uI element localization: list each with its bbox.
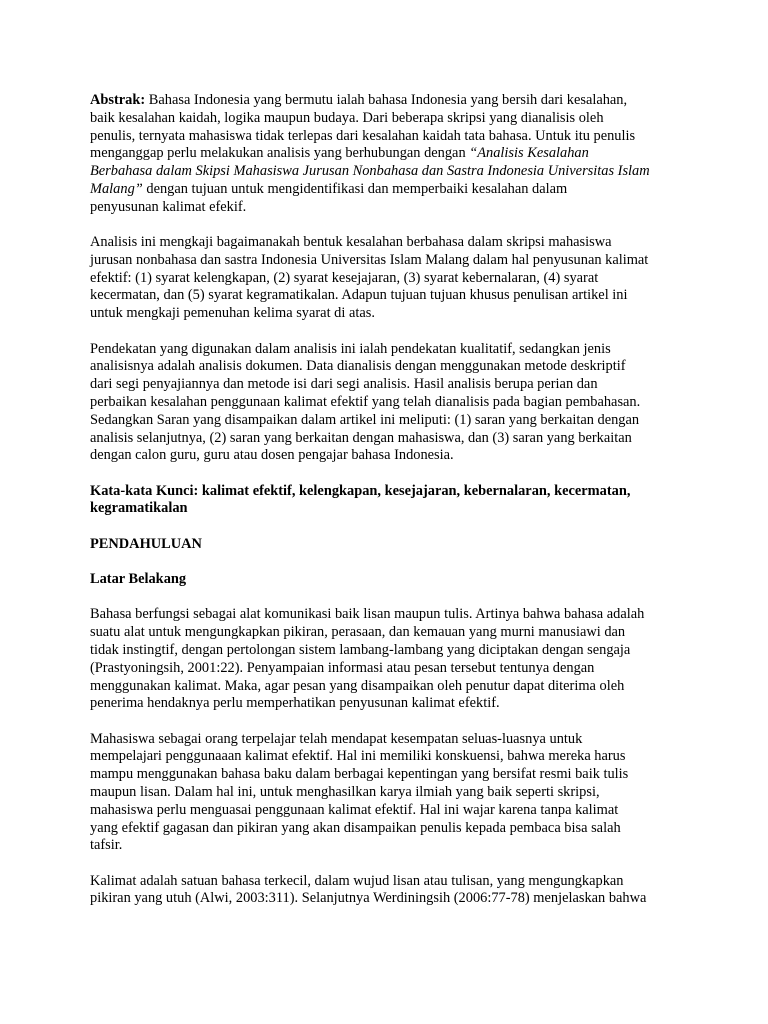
paragraph-line: Kalimat adalah satuan bahasa terkecil, dalam wujud lisan atau tulisan, yang mengungkapkan [90,872,624,889]
paragraph-line: jurusan nonbahasa dan sastra Indonesia Universitas Islam Malang dalam hal penyusunan kalimat [90,251,649,268]
abstract-line: penyusunan kalimat efekif. [90,198,247,215]
abstract-text: menganggap perlu melakukan analisis yang berhubungan dengan [90,145,470,162]
paragraph-line: Sedangkan Saran yang disampaikan dalam artikel ini meliputi: (1) saran yang berkaitan dengan [90,411,640,428]
abstract-label: Abstrak: [90,92,146,108]
paragraph-line: analisis selanjutnya, (2) saran yang berkaitan dengan mahasiswa, dan (3) saran yang berkaitan [90,429,632,446]
paragraph-line: pikiran yang utuh (Alwi, 2003:311). Selanjutnya Werdiningsih (2006:77-78) menjelaskan bahwa [90,890,647,907]
paragraph-line: mampu menggunakan bahasa baku dalam berbagai kepentingan yang bersifat resmi baik tulis [90,766,629,783]
section-heading-pendahuluan: PENDAHULUAN [90,535,202,552]
study-title-italic: Berbahasa dalam Skipsi Mahasiswa Jurusan Nonbahasa dan Sastra Indonesia Universitas Islam [90,163,650,180]
paragraph-line: Mahasiswa sebagai orang terpelajar telah mendapat kesempatan seluas-luasnya untuk [90,730,583,747]
keywords-paragraph [90,483,690,519]
paragraph-line: untuk mengkaji pemenuhan kelima syarat di atas. [90,305,375,322]
paragraph-line: suatu alat untuk mengungkapkan pikiran, perasaan, dan kemauan yang murni manusiawi dan [90,624,626,641]
paragraph-line: (Prastyoningsih, 2001:22). Penyampaian informasi atau pesan tersebut tentunya dengan [90,659,595,676]
subsection-heading-latar-belakang: Latar Belakang [90,571,187,588]
paragraph-line: menggunakan kalimat. Maka, agar pesan yang disampaikan oleh penutur dapat diterima oleh [90,677,625,694]
abstract-line [90,145,690,163]
abstract-paragraph [90,92,690,217]
paragraph-line: kecermatan, dan (5) syarat kegramatikalan. Adapun tujuan tujuan khusus penulisan artikel ini [90,287,628,304]
paragraph-line: mahasiswa perlu menguasai penggunaan kalimat efektif. Hal ini wajar karena tanpa kalimat [90,801,619,818]
abstract-text: dengan tujuan untuk mengidentifikasi dan memperbaiki kesalahan dalam [142,180,568,197]
paragraph-line: analisisnya adalah analisis dokumen. Data dianalisis dengan menggunakan metode deskriptif [90,358,626,375]
abstract-line [90,92,690,110]
background-paragraph-1 [90,606,690,713]
paragraph-line: mempelajari penggunaaan kalimat efektif. Hal ini memiliki konskuensi, bahwa mereka harus [90,748,626,765]
abstract-line: baik kesalahan kaidah, logika maupun budaya. Dari beberapa skripsi yang dianalisis oleh [90,109,604,126]
study-title-italic: “Analisis Kesalahan [469,145,589,162]
paragraph-line: penerima hendaknya perlu memperhatikan penyusunan kalimat efektif. [90,695,500,712]
paragraph-line: perbaikan kesalahan penggunaan kalimat efektif yang telah dianalisis pada bagian pembahasan. [90,393,641,410]
abstract-line [90,181,690,199]
paragraph-line: dengan calon guru, guru atau dosen pengajar bahasa Indonesia. [90,447,454,464]
background-paragraph-2 [90,731,690,856]
keywords-line: Kata-kata Kunci: kalimat efektif, kelengkapan, kesejajaran, kebernalaran, kecermatan, [90,482,631,499]
paragraph-line: Analisis ini mengkaji bagaimanakah bentuk kesalahan berbahasa dalam skripsi mahasiswa [90,234,612,251]
keywords-line: kegramatikalan [90,500,188,517]
abstract-line: penulis, ternyata mahasiswa tidak terlepas dari kesalahan kaidah tata bahasa. Untuk itu penulis [90,127,636,144]
paragraph-line: dari segi penyajiannya dan metode isi dari segi analisis. Hasil analisis berupa perian dan [90,376,598,393]
study-title-italic: Malang” [90,180,143,197]
paragraph-line: efektif: (1) syarat kelengkapan, (2) syarat kesejajaran, (3) syarat kebernalaran, (4) syarat [90,269,599,286]
paragraph-line: maupun lisan. Dalam hal ini, untuk menghasilkan karya ilmiah yang baik seperti skripsi, [90,784,600,800]
document-page [90,92,690,926]
paragraph-line: tafsir. [90,837,123,854]
method-paragraph [90,341,690,466]
paragraph-line: yang efektif gagasan dan pikiran yang akan disampaikan penulis kepada pembaca bisa salah [90,819,621,836]
paragraph-line: Pendekatan yang digunakan dalam analisis ini ialah pendekatan kualitatif, sedangkan jenis [90,340,611,357]
paragraph-line: Bahasa berfungsi sebagai alat komunikasi baik lisan maupun tulis. Artinya bahwa bahasa adalah [90,606,645,623]
analysis-scope-paragraph [90,234,690,323]
paragraph-line: tidak instingtif, dengan pertolongan sistem lambang-lambang yang diciptakan dengan sengaja [90,641,631,658]
abstract-text: Bahasa Indonesia yang bermutu ialah bahasa Indonesia yang bersih dari kesalahan, [145,92,628,108]
background-paragraph-3 [90,873,690,909]
